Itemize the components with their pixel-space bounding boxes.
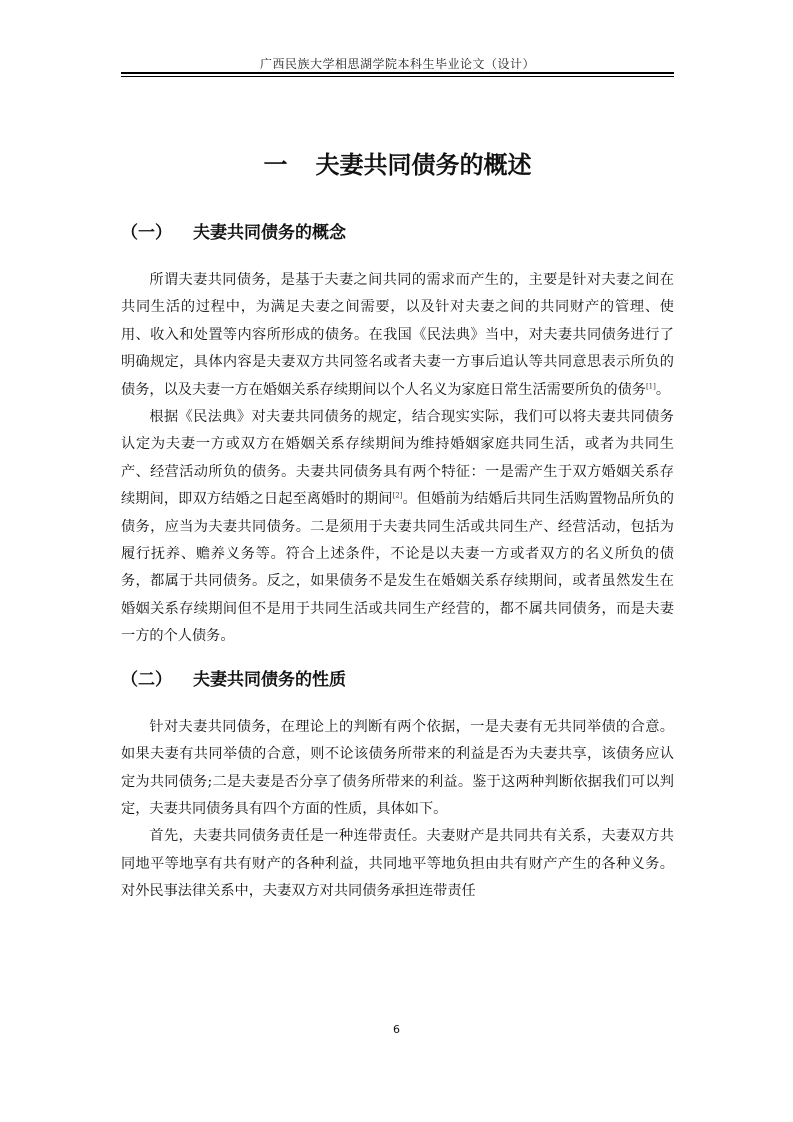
chapter-title bbox=[121, 140, 674, 190]
chapter-number: 一 bbox=[263, 151, 288, 179]
section-heading-1 bbox=[121, 218, 674, 248]
paragraph: 所谓夫妻共同债务，是基于夫妻之间共同的需求而产生的，主要是针对夫妻之间在共同生活的过程中，为满足夫妻之间需要，以及针对夫妻之间的共同财产的管理、使用、收入和处置等内容所形成的债务。在我国《民法典》当中，对夫妻共同债务进行了明确规定，具体内容是夫妻双方共同签名或者夫妻一方事后追认等共同意思表示所负的债务，以及夫妻一方在婚姻关系存续期间以个人名义为家庭日常生活需要所负的债务[1]。 bbox=[121, 272, 674, 398]
section-heading-2 bbox=[121, 665, 674, 695]
header-rule-thick bbox=[121, 72, 674, 74]
header-rule-thin bbox=[121, 76, 674, 77]
citation-mark[interactable]: [1] bbox=[645, 381, 656, 390]
page-body bbox=[121, 140, 674, 906]
citation-mark[interactable]: [2] bbox=[392, 491, 403, 500]
section-title: 夫妻共同债务的性质 bbox=[193, 669, 346, 690]
chapter-title-text: 夫妻共同债务的概述 bbox=[315, 151, 532, 179]
page-number: 6 bbox=[393, 1023, 400, 1036]
section-number: （一） bbox=[121, 223, 172, 243]
running-header: 广西民族大学相思湖学院本科生毕业论文（设计） bbox=[259, 57, 535, 71]
section-title: 夫妻共同债务的概念 bbox=[193, 223, 346, 243]
paragraph: 针对夫妻共同债务，在理论上的判断有两个依据，一是夫妻有无共同举债的合意。如果夫妻有共同举债的合意，则不论该债务所带来的利益是否为夫妻共享，该债务应认定为共同债务;二是夫妻是否分享了债务所带来的利益。鉴于这两种判断依据我们可以判定，夫妻共同债务具有四个方面的性质，具体如下。 bbox=[121, 718, 674, 817]
paragraph: 根据《民法典》对夫妻共同债务的规定，结合现实实际，我们可以将夫妻共同债务认定为夫妻一方或双方在婚姻关系存续期间为维持婚姻家庭共同生活，或者为共同生产、经营活动所负的债务。夫妻共同债务具有两个特征：一是需产生于双方婚姻关系存续期间，即双方结婚之日起至离婚时的期间[2]。但婚前为结婚后共同生活购置物品所负的债务，应当为夫妻共同债务。二是须用于夫妻共同生活或共同生产、经营活动，包括为履行抚养、赡养义务等。符合上述条件，不论是以夫妻一方或者双方的名义所负的债务，都属于共同债务。反之，如果债务不是发生在婚姻关系存续期间，或者虽然发生在婚姻关系存续期间但不是用于共同生活或共同生产经营的，都不属共同债务，而是夫妻一方的个人债务。 bbox=[121, 409, 674, 645]
section-number: （二） bbox=[121, 669, 172, 690]
paragraph: 首先，夫妻共同债务责任是一种连带责任。夫妻财产是共同共有关系，夫妻双方共同地平等地享有共有财产的各种利益，共同地平等地负担由共有财产产生的各种义务。对外民事法律关系中，夫妻双方对共同债务承担连带责任 bbox=[121, 828, 674, 900]
